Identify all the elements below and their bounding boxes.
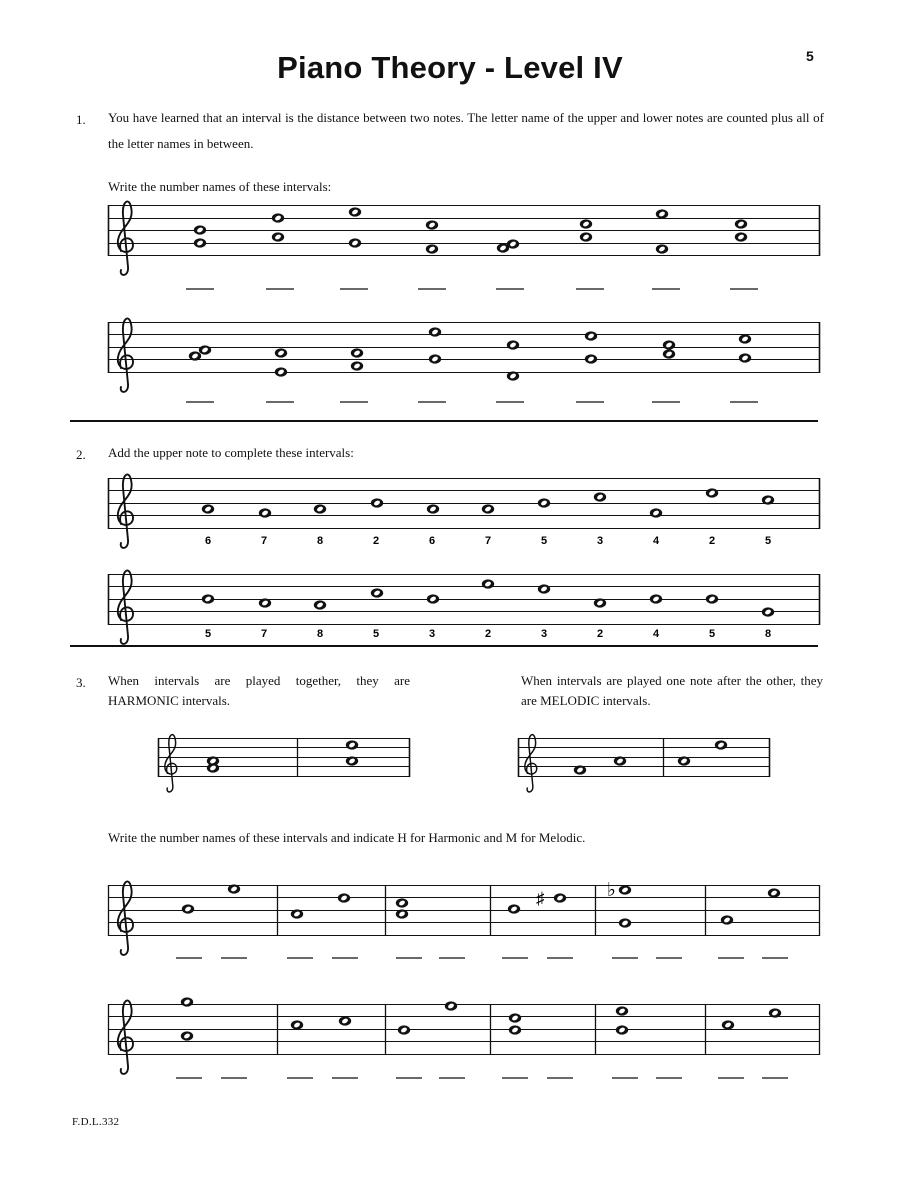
interval-number: 3 (540, 628, 548, 640)
treble-clef-icon (118, 318, 133, 391)
interval-number: 4 (652, 628, 660, 640)
question-2-number: 2. (76, 447, 86, 462)
interval-number: 2 (372, 535, 380, 547)
interval-number: 6 (204, 535, 212, 547)
question-3-instruction: Write the number names of these intervals and indicate H for Harmonic and M for Melodic. (108, 830, 586, 845)
staff-6-melodic (518, 738, 770, 777)
interval-number: 8 (764, 628, 772, 640)
interval-number: 5 (764, 535, 772, 547)
interval-number: 2 (484, 628, 492, 640)
staff-1 (108, 205, 820, 256)
treble-clef-icon (118, 1000, 133, 1073)
flat-icon: ♭ (607, 880, 616, 901)
staff-2 (108, 322, 820, 373)
interval-number: 8 (316, 628, 324, 640)
question-1-number: 1. (76, 112, 86, 127)
interval-number: 2 (708, 535, 716, 547)
interval-number: 6 (428, 535, 436, 547)
interval-number: 3 (596, 535, 604, 547)
staff-5-notes (207, 740, 358, 772)
melodic-definition: When intervals are played one note after the other, they are MELODIC intervals. (521, 673, 823, 708)
footer-code: F.D.L.332 (72, 1116, 120, 1128)
staff-3 (108, 478, 820, 529)
treble-clef-icon (118, 201, 133, 274)
staff-7-notes (182, 884, 780, 927)
page-title: Piano Theory - Level IV (277, 50, 623, 85)
staff-3-interval-numbers (205, 535, 771, 547)
page-number: 5 (806, 48, 814, 64)
staff-5-harmonic (158, 738, 410, 777)
sharp-icon: ♯ (536, 889, 545, 908)
question-2-instruction: Add the upper note to complete these intervals: (108, 445, 354, 460)
interval-number: 4 (652, 535, 660, 547)
question-1-instruction: Write the number names of these intervals: (108, 179, 332, 194)
interval-number: 2 (596, 628, 604, 640)
staff-8 (108, 1004, 820, 1055)
interval-number: 7 (260, 535, 268, 547)
interval-number: 8 (316, 535, 324, 547)
treble-clef-icon (165, 735, 177, 792)
harmonic-definition: When intervals are played together, they are HARMONIC intervals. (108, 673, 410, 708)
interval-number: 7 (260, 628, 268, 640)
staff-7 (108, 885, 820, 936)
interval-number: 5 (204, 628, 212, 640)
interval-number: 3 (428, 628, 436, 640)
staff-8-notes (181, 997, 781, 1040)
treble-clef-icon (118, 474, 133, 547)
interval-number: 5 (708, 628, 716, 640)
treble-clef-icon (525, 735, 537, 792)
question-1-text: You have learned that an interval is the distance between two notes. The letter name of the upper and lower notes are counted plus all of the letter names in between. (108, 110, 824, 151)
question-3-number: 3. (76, 675, 86, 690)
interval-number: 7 (484, 535, 492, 547)
interval-number: 5 (540, 535, 548, 547)
interval-number: 5 (372, 628, 380, 640)
treble-clef-icon (118, 881, 133, 954)
treble-clef-icon (118, 570, 133, 643)
staff-4-interval-numbers (205, 628, 771, 640)
